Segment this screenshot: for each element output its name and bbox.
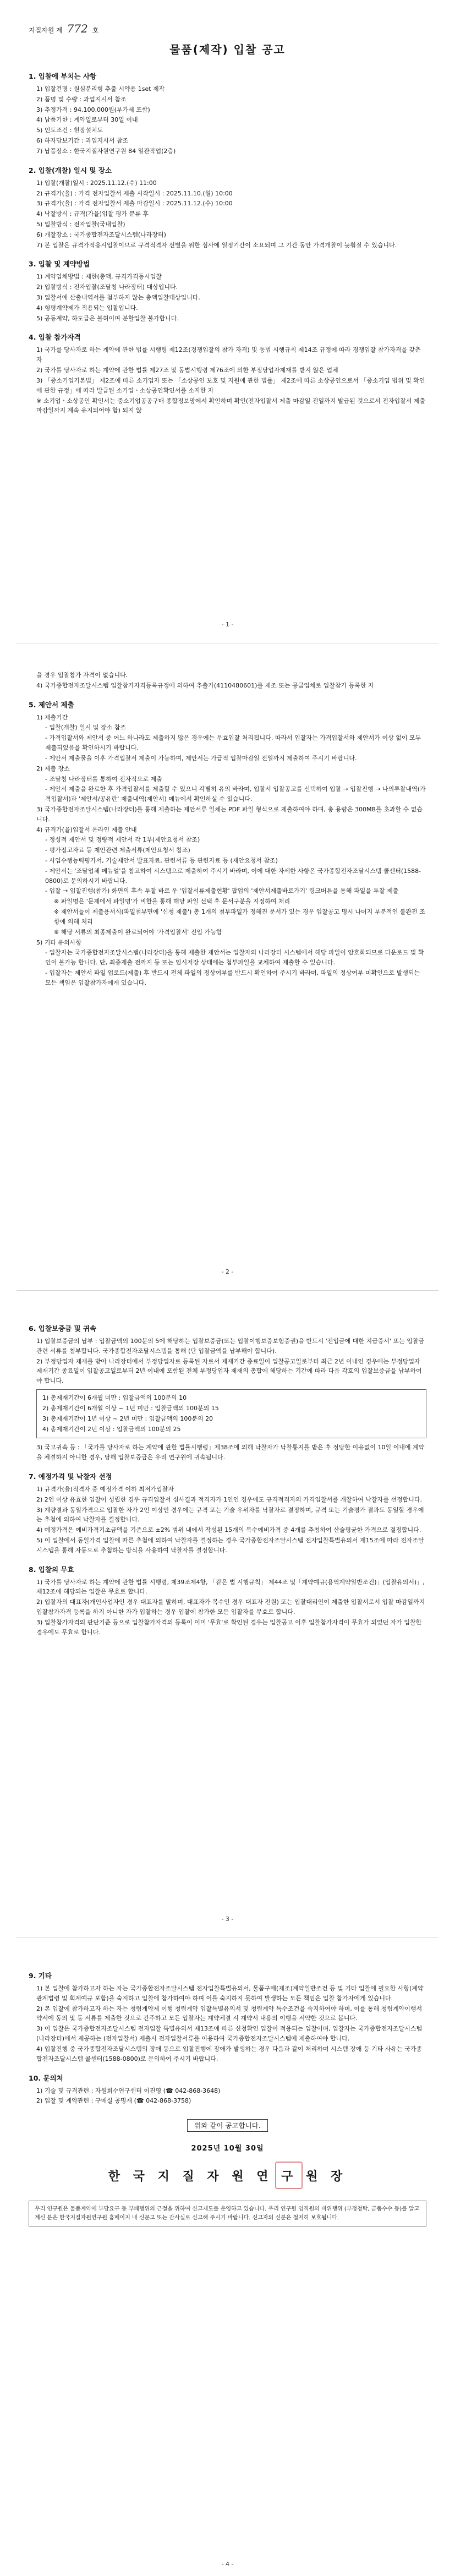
closing-statement: 위와 같이 공고합니다. — [29, 2120, 426, 2130]
list-item: 3) 국고귀속 등 : 「국가를 당사자로 하는 계약에 관한 법률시행령」제38조에 의해 낙찰자가 낙찰통지를 받은 후 정당한 이유없이 10일 이내에 계약을 체결하지 아니한 경우, 당해 입찰보증금은 우리 연구원에 귀속됩니다. — [36, 1444, 425, 1461]
list-item: 2) 국가를 당사자로 하는 계약에 관한 법률 제27조 및 동법시행령 제76조에 의한 부정당업자제재를 받지 않은 업체 — [36, 367, 338, 374]
list-item: 1) 계약업체방법 : 제한(총액, 규격가격동시입찰 — [36, 273, 162, 281]
list-item: - 평가점고자료 등 제안관련 제출서류(제안요청서 참조) — [45, 847, 190, 854]
section-heading: 2. 입찰(개찰) 일시 및 장소 — [29, 166, 112, 174]
list-item: 6) 하자담보기간 : 과업지시서 참조 — [36, 137, 129, 145]
section-heading: 8. 입찰의 무효 — [29, 1565, 74, 1574]
section-heading: 7. 예정가격 및 낙찰자 선정 — [29, 1472, 112, 1481]
list-item: 4) 입찰진행 중 국가종합전자조달시스템의 장애 등으로 입찰진행에 장애가 발생하는 경우 다음과 같이 처리하며 시스템 장애 등 기타 사유는 국가종합전자조달시스템 콜센터(1588-0800)로 문의하여 주시기 바랍니다. — [36, 2045, 423, 2062]
section-heading: 4. 입찰 참가자격 — [29, 333, 81, 342]
list-item: 2) 총제재기간이 6개월 이상 ~ 1년 미만 : 입찰금액의 100분의 15 — [42, 1404, 219, 1412]
list-item: 3) 이 입찰은 국가종합전자조달시스템 전자입찰 특별유의서 제13조에 따른 신청확인 입찰이 적용되는 입찰이며, 입찰자는 국가종합전자조달시스템(나라장터)에서 제공하는 (전자입찰서) 제출시 전자입찰서류를 이용하여 국가종합전자조달시스템에 제출하여야 합니다. — [36, 2025, 423, 2043]
list-item: 1) 입찰건명 : 원심분리형 추출 시약용 1set 제작 — [36, 85, 165, 92]
list-item: - 입찰 → 입찰진행(참가) 화면의 후속 투찰 바로 우 '입찰서류제출현황' 팝업의 '제안서제출바로가기' 링크버튼을 통해 파일을 투찰 제출 — [45, 887, 399, 895]
section-heading: 6. 입찰보증금 및 귀속 — [29, 1324, 97, 1333]
list-item: 2) 2인 이상 유효한 입찰이 성립한 경우 규격입찰서 심사결과 적격자가 1인인 경우에도 규격적격자의 가격입찰서를 개찰하여 낙찰자를 선정합니다. — [36, 1496, 423, 1503]
section-heading: 5. 제안서 제출 — [29, 700, 74, 709]
notice-number: 지질자원 제 772 호 — [29, 22, 99, 35]
continued-text: 을 경우 입찰참가 자격이 없습니다. — [36, 672, 128, 679]
section-heading: 9. 기타 — [29, 1972, 52, 1980]
list-item: 4) 납품기한 : 계약일로부터 30일 이내 — [36, 116, 138, 124]
list-item: 3) 입찰서에 산출내역서를 첨부하지 않는 총액입찰대상입니다. — [36, 294, 200, 301]
list-item: 4) 규격가(율)입찰서 온라인 제출 안내 — [36, 826, 137, 833]
list-item: 4) 낙찰방식 : 규격(가율)입찰 평가 분류 후 — [36, 210, 149, 218]
notice-date: 2025년 10월 30일 — [191, 2144, 264, 2153]
institution-name: 한 국 지 질 자 원 연 구 원 장 — [29, 2167, 426, 2184]
list-item: - 입찰자는 제안서 파일 업로드(제출) 후 반드시 전체 파일의 정상여부를 반드시 확인하여 주시기 바라며, 파일의 정상여부 미확인으로 발생되는 모든 책임은 입찰참가자에게 있습니다. — [45, 969, 420, 986]
list-item: 4) 총제재기간이 2년 이상 : 입찰금액의 100분의 25 — [42, 1425, 181, 1433]
page-number: - 4 - — [221, 2561, 234, 2568]
section-heading: 3. 입찰 및 계약방법 — [29, 260, 90, 269]
contact-item: 2) 입찰 및 계약관련 : 구매실 공명재 (☎ 042-868-3758) — [36, 2097, 191, 2105]
list-item: ※ 소기업ㆍ소상공인 확인서는 중소기업공공구매 종합정보망에서 확인하며 확인(전자입찰서 제출 마감일 전일까지 발급된 것으로서 전자입찰서 제출 마감일까지 계속 유지되어야 함) 되지 않 — [36, 397, 426, 414]
page-divider — [17, 1290, 438, 1291]
list-item: 3) 계량결과 동일가격으로 입찰한 자가 2인 이상인 경우에는 규격 또는 기술 우위자를 낙찰자로 결정하며, 규격 또는 기술평가 결과도 동일할 경우에는 추첨에 의하여 낙찰자를 결정합니다. — [36, 1506, 424, 1524]
list-item: 3) 총제재기간이 1년 이상 ~ 2년 미만 : 입찰금액의 100분의 20 — [42, 1415, 213, 1422]
list-item: 4) 국가종합전자조달시스템 입찰참가자격등록규정에 의하여 추출가(4110480601)를 제조 또는 공급업체로 입찰참가 등록한 자 — [36, 681, 374, 689]
list-item: 6) 개찰장소 : 국가종합전자조달시스템(나라장터) — [36, 231, 166, 238]
list-item: 5) 공동계약, 하도급은 불허이며 분할입찰 불가합니다. — [36, 314, 179, 322]
note-item: ※ 제안서들이 제출용서식(파일첨부면에 '신청 제출') 총 1개의 첨부파일가 정해진 문서가 있는 경우 입찰공고 명시 나머지 부분적인 불완전 조항에 의해 처리 — [54, 908, 425, 925]
page-3 — [0, 1295, 455, 1933]
page-number: - 3 - — [221, 1915, 234, 1923]
list-item: 3) 추정가격 : 94,100,000원(부가세 포함) — [36, 106, 150, 113]
list-item: 1) 입찰보증금의 납부 : 입찰금액의 100분의 5에 해당하는 입찰보증금(또는 입찰이행보증보험증권)을 반드시 '전입금에 대한 지급증서' 또는 입찰금 관련 서류를 첨부합니다. 국가종합전자조달시스템을 통해 (단 입찰금액을 납부해야 합니다). — [36, 1338, 425, 1355]
list-item: 1) 본 입찰에 참가하고자 하는 자는 국가종합전자조달시스템 전자입찰특별유의서, 물품구매(제조)계약일반조건 등 및 기타 입찰에 필요한 사항(계약관계법령 및 회계예규 포함)을 숙지하고 입찰에 참가하여야 하며 이를 숙지하지 못하여 발생하는 모든 책임은 입찰 참가자에게 있습니다. — [36, 1985, 424, 2002]
list-item: - 사업수행능력평가서, 기술제안서 발표자료, 관련서류 등 관련자료 등 (제안요청서 참조) — [45, 857, 278, 864]
list-item: 5) 인도조건 : 현장설치도 — [36, 127, 103, 134]
list-item: 5) 이 입찰에서 동일가격 입찰에 따른 추첨에 의하여 낙찰자를 결정하는 경우 국가종합전자조달시스템 전자입찰특별유의서 제15조에 따라 전자조달시스템을 통해 자동으로 추첨하는 방식을 사용하여 낙찰자를 결정합니다. — [36, 1537, 424, 1554]
list-item: - 입찰자는 국가종합전자조달시스템(나라장터)을 통해 제출한 제안서는 입찰자의 나라장터 시스템에서 해당 파일이 암호화되므로 다운로드 및 확인이 불가능 합니다. 단, 최종제출 전까지 등 또는 임시저장 상태에는 첨부파일을 교체하여 제출할 수 있습니다. — [45, 949, 424, 967]
list-item: 2) 부정당업자 제재를 받아 나라장터에서 부정당업자로 등록된 자로서 제재기간 종료일이 입찰공고일로부터 최근 2년 이내인 경우에는 부정당업자 제재기간 종료일이 입찰공고일로부터 2년 이내에 포함된 전체 부정당업자 제재의 총합에 해당하는 기간에 따라 다음 각호의 입찰보증금을 납부하여야 합니다. — [36, 1357, 422, 1385]
handwritten-number: 772 — [67, 22, 88, 35]
list-item: 3) 규격가(율) : 가격 전자입찰서 제출 마감일시 : 2025.11.12.(수) 10:00 — [36, 200, 233, 208]
list-item: 2) 입찰방식 : 전자입찰(조달청 나라장터) 대상입니다. — [36, 283, 178, 291]
anti-corruption-note: 우리 연구원은 물품계약에 부당요구 등 부패행위의 근절을 위하여 신고제도를 운영하고 있습니다. 우리 연구원 임직원의 비위행위 (부정청탁, 금품수수 등)를 알고 계신 분은 한국지질자원연구원 홈페이지 내 신문고 또는 감사실로 신고해 주시기 바랍니다. 신고자의 신분은 철저히 보호됩니다. — [29, 2201, 426, 2226]
list-item: 2) 입찰자의 대표자(개인사업자인 경우 대표자를 말하며, 대표자가 복수인 경우 대표자 전원) 또는 입찰대리인이 제출한 입찰서로서 입찰 마감일까지 입찰참가자격 등록을 하지 아니한 자가 입찰하는 경우 입찰에 참가한 모든 입찰자를 무효로 합니다. — [36, 1598, 425, 1616]
list-item: 4) 예정가격은 예비가격기초금액을 기준으로 ±2% 범위 내에서 작성된 15개의 복수예비가격 중 4개를 추첨하여 산술평균한 가격으로 결정합니다. — [36, 1526, 421, 1534]
sanction-deposit-box — [36, 1389, 426, 1438]
list-item: 1) 국가를 당사자로 하는 계약에 관한 법률 시행령 제12조(경쟁입찰의 참가 자격) 및 동법 시행규칙 제14조 규정에 따라 경쟁입찰 참가자격을 갖춘 자 — [36, 346, 421, 364]
page-number: - 2 - — [221, 1268, 234, 1275]
list-item: - 정성적 제안서 및 정량적 제안서 각 1부(제안요청서 참조) — [45, 836, 200, 844]
list-item: 3) 「중소기업기본법」 제2조에 따른 소기업자 또는 「소상공인 보호 및 지원에 관한 법률」 제2조에 따른 소상공인으로서 「중소기업 범위 및 확인에 관한 규정」에 따라 발급된 소기업ㆍ소상공인확인서를 소지한 자 — [36, 376, 425, 394]
list-item: 1) 제출기간 — [36, 713, 68, 721]
official-seal-icon — [275, 2162, 303, 2189]
list-item: 1) 총제재기간이 6개월 미만 : 입찰금액의 100분의 10 — [42, 1394, 187, 1402]
list-item: - 제안서 제출을 완료한 후 가격입찰서를 제출할 수 있으니 각별히 유의 바라며, 입찰서 입찰공고를 선택하여 입찰 → 입찰진행 → 나의투찰내역(가격입찰서)과 '제안서/공유란' 제출내역(제안서) 메뉴에서 확인하실 수 있습니다. — [45, 785, 426, 803]
page-4 — [0, 1942, 455, 2576]
page-number: - 1 - — [221, 621, 234, 628]
list-item: - 조달청 나라장터를 통하여 전자적으로 제출 — [45, 775, 162, 783]
list-item: 5) 기타 유의사항 — [36, 938, 82, 946]
list-item: 4) 형평계약제가 적용되는 입찰입니다. — [36, 304, 138, 312]
page-2 — [0, 647, 455, 1286]
list-item: 2) 규격가(율) : 가격 전자입찰서 제출 시작일시 : 2025.11.10.(월) 10:00 — [36, 189, 233, 197]
list-item: 5) 입찰방식 : 전자입찰(국내입찰) — [36, 220, 125, 228]
list-item: 1) 국가를 당사자로 하는 계약에 관한 법률 시행령, 제39조제4항, 「같은 법 시행규칙」 제44조 및「계약예규(용역계약일반조건)」(입찰유의서)」, 제12조에 해당되는 입찰은 무효로 합니다. — [36, 1578, 425, 1596]
note-item: ※ 해당 서류의 최종제출이 완료되어야 '가격입찰서' 진입 가능함 — [54, 928, 222, 936]
list-item: 3) 입찰참가자격의 판단기준 등으로 입찰참가자격의 등록이 이미 '무효'로 확인된 경우는 입찰공고 이후 입찰참가자격이 무효가 되었던 자가 입찰한 경우에도 무효로 합니다. — [36, 1618, 422, 1636]
list-item: 1) 규격가(율)적격자 중 예정가격 이하 최저가입찰자 — [36, 1485, 174, 1493]
document-title: 물품(제작) 입찰 공고 — [169, 43, 286, 56]
list-item: 2) 제출 장소 — [36, 765, 70, 772]
list-item: - 입찰(개찰) 일시 및 장소 참조 — [45, 724, 126, 732]
list-item: 7) 납품장소 : 한국지질자원연구원 84 일관작업(2층) — [36, 147, 176, 155]
list-item: 3) 국가종합전자조달시스템(나라장터)를 통해 제출하는 제안서류 일체는 PDF 파일 형식으로 제출하여야 하며, 총 용량은 300MB를 초과할 수 없습니다. — [36, 805, 423, 823]
contact-item: 1) 기술 및 규격관련 : 자원회수연구센터 이진영 (☎ 042-868-3648) — [36, 2087, 221, 2094]
list-item: 2) 품명 및 수량 : 과업지시서 참조 — [36, 95, 127, 103]
list-item: - 가격입찰서와 제안서 중 어느 하나라도 제출하지 않은 경우에는 무효입찰 처리됩니다. 따라서 입찰자는 가격입찰서와 제안서가 이상 없이 모두 제출되었음을 확인하시기 바랍니다. — [45, 734, 421, 752]
section-heading: 10. 문의처 — [29, 2073, 63, 2082]
list-item: 2) 본 입찰에 참가하고자 하는 자는 청렴계약제 이행 청렴계약 입찰특별유의서 및 청렴계약 특수조건을 숙지하여야 하며, 이를 통해 청렴계약이행서약서에 동의 및 동 서류를 제출한 것으로 간주하고 모든 입찰자는 계약체결 시 계약서 내용의 이행을 서약한 것으로 봅니다. — [36, 2005, 423, 2022]
list-item: 1) 입찰(개찰)일시 : 2025.11.12.(수) 11:00 — [36, 179, 157, 187]
note-item: ※ 파일명은 '문제에서 파일명'가 비한을 통해 해당 파일 선택 후 문서구분을 지정하여 처리 — [54, 898, 290, 905]
list-item: - 제안서 제출물을 이후 가격입찰서 제출이 가능하며, 제안서는 가급적 입찰마감일 전일까지 제출하여 주시기 바랍니다. — [45, 754, 357, 762]
list-item: - 제안서는 '조달업체 메뉴얼'을 참고하여 시스템으로 제출하여 주시기 바라며, 이에 대한 자세한 사항은 국가종합전자조달시스템 콜센터(1588-0800)로 문의하시기 바랍니다. — [45, 867, 421, 885]
list-item: 7) 본 입찰은 규격가적용시입찰이므로 규격적격자 선별을 위한 심사에 일정기간이 소요되며 그 기간 동안 가격개찰이 늦춰질 수 있습니다. — [36, 241, 397, 249]
section-heading: 1. 입찰에 부치는 사항 — [29, 72, 97, 80]
page-1 — [0, 0, 455, 638]
